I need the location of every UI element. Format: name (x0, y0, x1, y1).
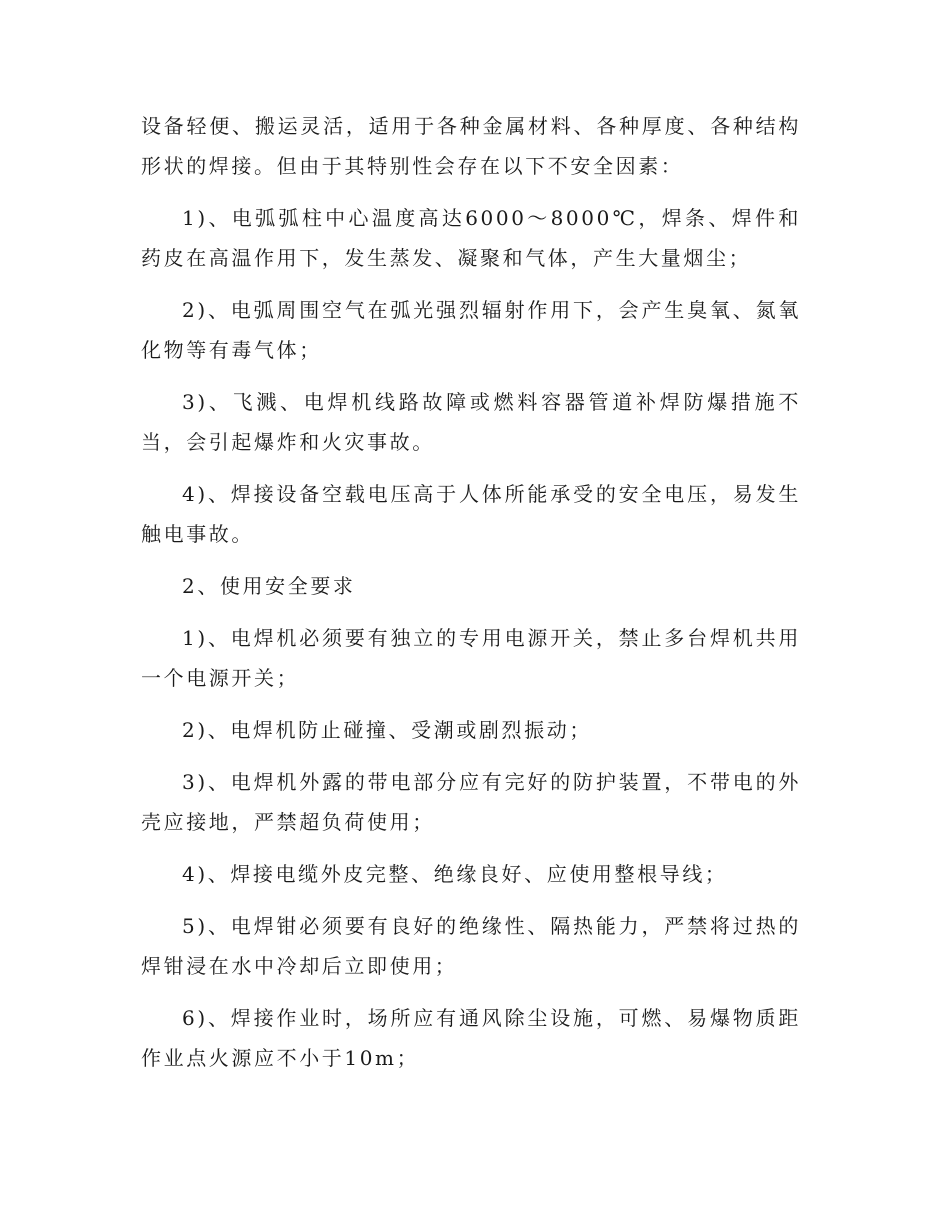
section-heading-safety-requirements: 2、使用安全要求 (182, 574, 356, 598)
paragraph-requirement-1: 1)、电焊机必须要有独立的专用电源开关，禁止多台焊机共用一个电源开关； (141, 626, 801, 690)
paragraph-requirement-2: 2)、电焊机防止碰撞、受潮或剧烈振动； (182, 718, 592, 742)
paragraph-hazard-4: 4)、焊接设备空载电压高于人体所能承受的安全电压，易发生触电事故。 (141, 482, 801, 546)
paragraph-requirement-3: 3)、电焊机外露的带电部分应有完好的防护装置，不带电的外壳应接地，严禁超负荷使用； (141, 770, 801, 834)
paragraph-requirement-5: 5)、电焊钳必须要有良好的绝缘性、隔热能力，严禁将过热的焊钳浸在水中冷却后立即使用； (141, 914, 801, 978)
document-body (141, 106, 801, 1090)
paragraph-hazard-1: 1)、电弧弧柱中心温度高达6000～8000℃，焊条、焊件和药皮在高温作用下，发生蒸发、凝聚和气体，产生大量烟尘； (141, 206, 801, 270)
paragraph-intro: 设备轻便、搬运灵活，适用于各种金属材料、各种厚度、各种结构形状的焊接。但由于其特别性会存在以下不安全因素： (141, 114, 801, 178)
paragraph-hazard-2: 2)、电弧周围空气在弧光强烈辐射作用下，会产生臭氧、氮氧化物等有毒气体； (141, 298, 801, 362)
paragraph-hazard-3: 3)、飞溅、电焊机线路故障或燃料容器管道补焊防爆措施不当，会引起爆炸和火灾事故。 (141, 390, 801, 454)
paragraph-requirement-4: 4)、焊接电缆外皮完整、绝缘良好、应使用整根导线； (182, 862, 728, 886)
paragraph-requirement-6: 6)、焊接作业时，场所应有通风除尘设施，可燃、易爆物质距作业点火源应不小于10m； (141, 1006, 801, 1070)
